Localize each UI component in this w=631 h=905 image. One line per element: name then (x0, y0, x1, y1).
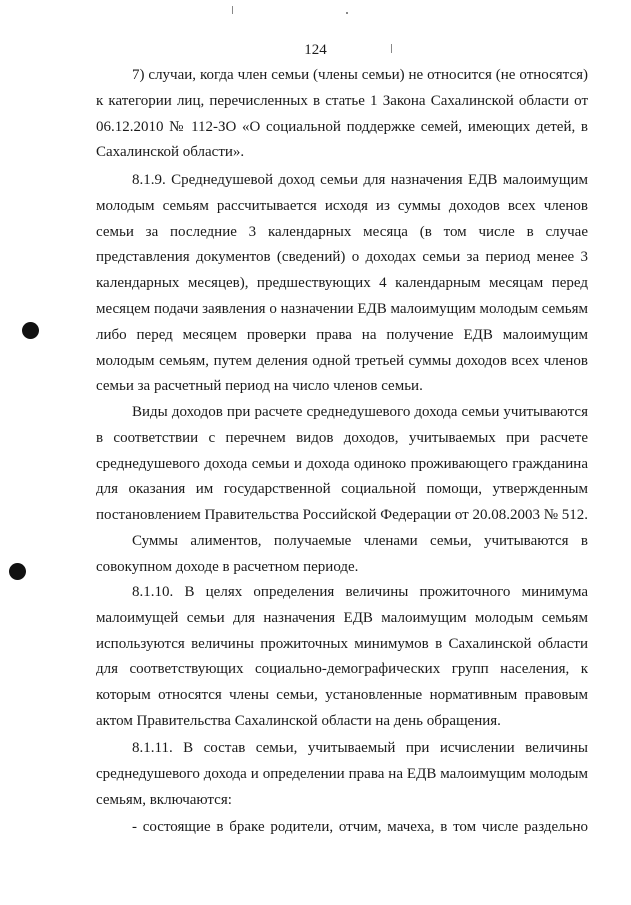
text-line: месяцем подачи заявления о назначении ЕДВ малоимущим молодым семьям (96, 300, 588, 317)
text-line: Сахалинской области». (96, 144, 245, 161)
text-line: 8.1.9. Среднедушевой доход семьи для назначения ЕДВ малоимущим (132, 172, 588, 188)
text-line: которым относятся члены семьи, установленные нормативным правовым (96, 687, 588, 704)
paragraph-list-item (96, 815, 588, 841)
hole-punch-mark (22, 322, 39, 339)
text-line: для оказания им государственной социальной помощи, утвержденным (96, 481, 588, 498)
text-line: актом Правительства Сахалинской области на день обращения. (96, 712, 501, 729)
text-line: семьи за расчетный период на число членов семьи. (96, 378, 423, 395)
text-line: молодым семьям рассчитывается исходя из суммы доходов всех членов (96, 197, 588, 214)
text-line: Виды доходов при расчете среднедушевого дохода семьи учитываются (132, 404, 588, 420)
paragraph-alimony (96, 529, 588, 581)
text-line: в соответствии с перечнем видов доходов, учитываемых при расчете (96, 429, 588, 446)
paragraph-8-1-11 (96, 736, 588, 813)
text-line: среднедушевого дохода семьи и дохода одиноко проживающего гражданина (96, 455, 588, 472)
text-line: семьи за последние 3 календарных месяца (в том числе в случае (96, 223, 588, 240)
text-line: 8.1.10. В целях определения величины прожиточного минимума (132, 584, 588, 600)
text-line: календарных месяцев), предшествующих 4 календарным месяцам перед (96, 275, 588, 292)
paragraph-8-1-9 (96, 168, 588, 400)
page-number: 124 (304, 42, 327, 58)
text-line: Суммы алиментов, получаемые членами семьи, учитываются в (132, 533, 588, 549)
text-line: молодым семьям, путем деления одной третьей суммы доходов всех членов (96, 352, 588, 369)
text-line: - состоящие в браке родители, отчим, мачеха, в том числе раздельно (132, 819, 588, 835)
text-line: 06.12.2010 № 112-ЗО «О социальной поддержке семей, имеющих детей, в (96, 118, 588, 135)
text-line: 8.1.11. В состав семьи, учитываемый при исчислении величины (132, 740, 588, 756)
paragraph-8-1-10 (96, 580, 588, 735)
text-line: постановлением Правительства Российской Федерации от 20.08.2003 № 512. (96, 507, 589, 524)
text-line: для соответствующих социально-демографических групп населения, к (96, 661, 588, 678)
scan-speck (232, 6, 233, 14)
paragraph-item-7 (96, 63, 588, 166)
text-line: совокупном доходе в расчетном периоде. (96, 558, 359, 575)
text-line: представления документов (сведений) о доходах семьи за период менее 3 (96, 249, 588, 266)
text-line: используются величины прожиточных минимумов в Сахалинской области (96, 635, 588, 652)
text-line: к категории лиц, перечисленных в статье 1 Закона Сахалинской области от (96, 92, 588, 109)
text-line: 7) случаи, когда член семьи (члены семьи) не относится (не относятся) (132, 67, 588, 83)
scan-speck (391, 44, 392, 53)
text-line: семьям, включаются: (96, 791, 232, 808)
paragraph-income-types (96, 400, 588, 529)
hole-punch-mark (9, 563, 26, 580)
text-line: либо перед месяцем проверки права на получение ЕДВ малоимущим (96, 326, 588, 343)
text-line: малоимущей семьи для назначения ЕДВ малоимущим молодым семьям (96, 609, 588, 626)
text-line: среднедушевого дохода и определении права на ЕДВ малоимущим молодым (96, 765, 588, 782)
scan-speck (346, 12, 348, 14)
